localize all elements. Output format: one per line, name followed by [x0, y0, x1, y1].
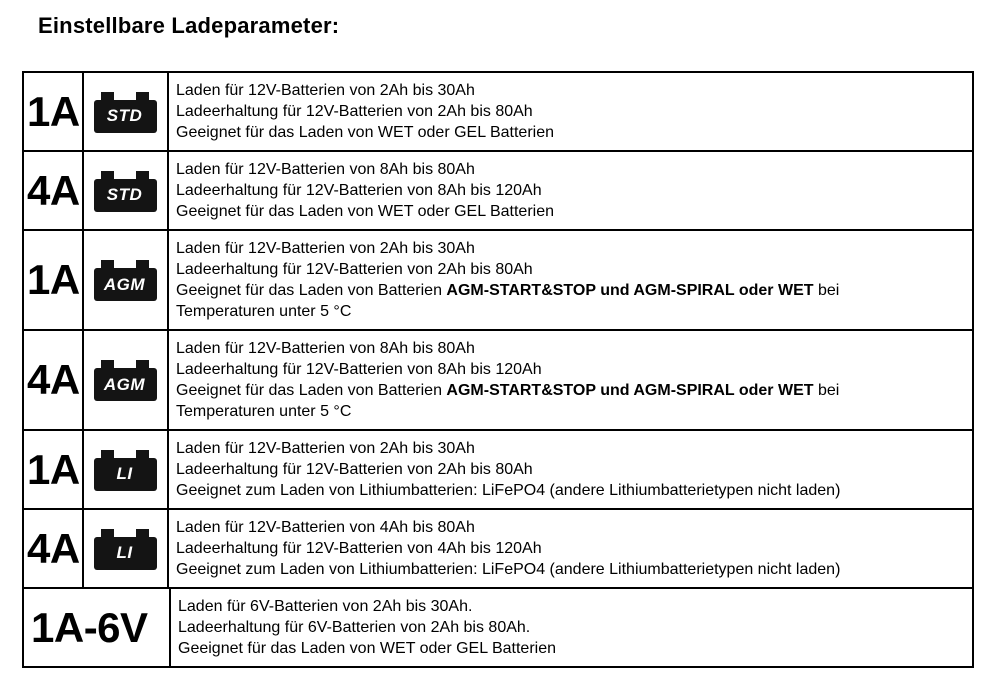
description-line: Ladeerhaltung für 12V-Batterien von 4Ah bis 120Ah	[176, 540, 542, 557]
battery-icon-cell	[84, 431, 169, 508]
battery-icon-label: AGM	[103, 374, 146, 394]
amp-cell	[24, 331, 84, 429]
description-line: Ladeerhaltung für 12V-Batterien von 2Ah bis 80Ah	[176, 461, 533, 478]
description-line: Laden für 12V-Batterien von 8Ah bis 80Ah	[176, 161, 475, 178]
battery-icon	[94, 100, 157, 133]
amp-cell	[24, 73, 84, 150]
description-line: Laden für 12V-Batterien von 2Ah bis 30Ah	[176, 440, 475, 457]
battery-icon	[94, 458, 157, 491]
amp-cell	[24, 231, 84, 329]
description-line: Geeignet für das Laden von WET oder GEL Batterien	[176, 124, 554, 141]
table-row	[24, 150, 972, 229]
description-line: Laden für 12V-Batterien von 2Ah bis 30Ah	[176, 240, 475, 257]
description-line: Ladeerhaltung für 12V-Batterien von 2Ah bis 80Ah	[176, 103, 533, 120]
amp-label: 1A	[27, 445, 80, 493]
description-line: Geeignet für das Laden von Batterien AGM-START&STOP und AGM-SPIRAL oder WET bei	[176, 382, 840, 399]
description-line: Laden für 12V-Batterien von 8Ah bis 80Ah	[176, 340, 475, 357]
amp-cell	[24, 510, 84, 587]
battery-icon-label: AGM	[103, 274, 146, 294]
table-row	[24, 508, 972, 587]
parameter-table	[22, 71, 974, 668]
description-line: Geeignet zum Laden von Lithiumbatterien: LiFePO4 (andere Lithiumbatterietypen nicht laden)	[176, 482, 841, 499]
amp-label: 1A-6V	[31, 603, 148, 651]
amp-label: 4A	[27, 356, 80, 403]
description-cell	[169, 231, 972, 329]
battery-icon	[94, 368, 157, 401]
description-cell	[169, 152, 972, 229]
table-row	[24, 73, 972, 150]
battery-icon-label: LI	[116, 543, 133, 562]
description-line: Geeignet zum Laden von Lithiumbatterien: LiFePO4 (andere Lithiumbatterietypen nicht laden)	[176, 561, 841, 578]
battery-icon-label: STD	[106, 185, 143, 204]
description-line: Ladeerhaltung für 6V-Batterien von 2Ah bis 80Ah.	[178, 619, 531, 636]
amp-label: 4A	[27, 524, 80, 572]
amp-label: 1A	[27, 256, 80, 303]
battery-icon-cell	[84, 331, 169, 429]
table-row	[24, 587, 972, 666]
description-line: Laden für 12V-Batterien von 4Ah bis 80Ah	[176, 519, 475, 536]
description-line: Ladeerhaltung für 12V-Batterien von 8Ah bis 120Ah	[176, 182, 542, 199]
description-cell	[171, 589, 972, 666]
table-row	[24, 229, 972, 329]
battery-icon-cell	[84, 73, 169, 150]
description-line: Laden für 12V-Batterien von 2Ah bis 30Ah	[176, 82, 475, 99]
description-line: Ladeerhaltung für 12V-Batterien von 2Ah bis 80Ah	[176, 261, 533, 278]
description-line: Ladeerhaltung für 12V-Batterien von 8Ah bis 120Ah	[176, 361, 542, 378]
battery-icon-cell	[84, 152, 169, 229]
description-line: Laden für 6V-Batterien von 2Ah bis 30Ah.	[178, 598, 473, 615]
amp-label: 4A	[27, 166, 80, 214]
description-cell	[169, 510, 972, 587]
battery-icon	[94, 179, 157, 212]
description-cell	[169, 431, 972, 508]
amp-cell	[24, 431, 84, 508]
description-line: Temperaturen unter 5 °C	[176, 303, 352, 320]
page-title: Einstellbare Ladeparameter:	[38, 13, 340, 38]
description-cell	[169, 331, 972, 429]
battery-icon-cell	[84, 231, 169, 329]
table-row	[24, 429, 972, 508]
battery-icon-label: STD	[106, 106, 143, 125]
description-line: Geeignet für das Laden von Batterien AGM-START&STOP und AGM-SPIRAL oder WET bei	[176, 282, 840, 299]
description-line: Geeignet für das Laden von WET oder GEL Batterien	[176, 203, 554, 220]
amp-cell	[24, 152, 84, 229]
battery-icon	[94, 268, 157, 301]
battery-icon-cell	[84, 510, 169, 587]
description-line: Geeignet für das Laden von WET oder GEL Batterien	[178, 640, 556, 657]
battery-icon-label: LI	[116, 464, 133, 483]
description-cell	[169, 73, 972, 150]
description-line: Temperaturen unter 5 °C	[176, 403, 352, 420]
battery-icon	[94, 537, 157, 570]
amp-label: 1A	[27, 87, 80, 135]
amp-cell	[24, 589, 171, 666]
table-row	[24, 329, 972, 429]
